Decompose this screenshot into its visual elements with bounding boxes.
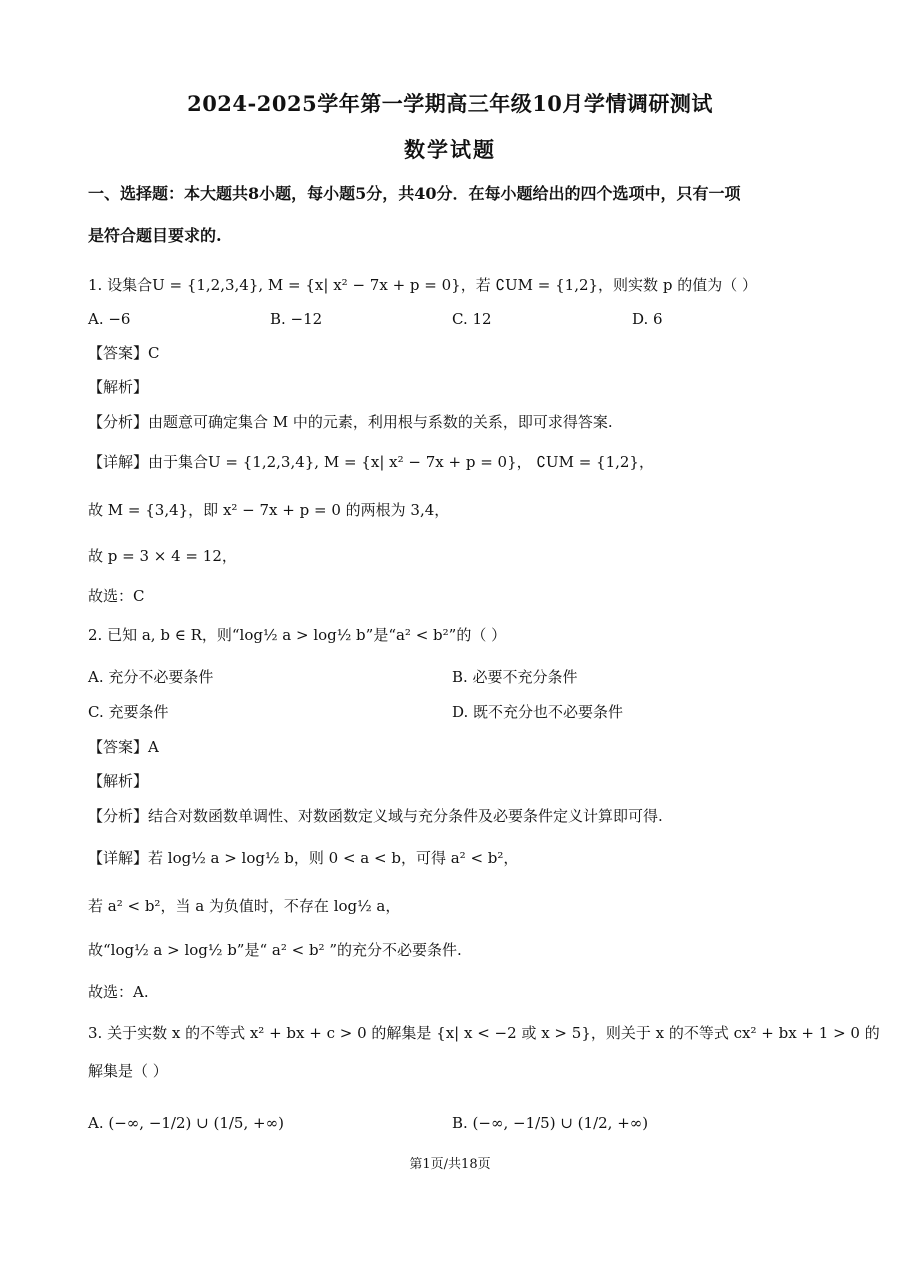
q1-option-b: B. −12 <box>270 310 323 328</box>
q1-fenxi: 【分析】由题意可确定集合 M 中的元素，利用根与系数的关系，即可求得答案. <box>88 413 613 431</box>
q2-xiangjie: 【详解】若 log½ a > log½ b，则 0 < a < b，可得 a² < b²， <box>88 849 519 867</box>
section-heading-line-1: 一、选择题：本大题共8小题，每小题5分，共40分．在每小题给出的四个选项中，只有一项 <box>88 184 741 203</box>
q2-option-b: B. 必要不充分条件 <box>452 668 578 686</box>
q2-option-c: C. 充要条件 <box>88 703 169 721</box>
q3-option-a: A. (−∞, −1/2) ∪ (1/5, +∞) <box>88 1114 284 1132</box>
q3-option-b: B. (−∞, −1/5) ∪ (1/2, +∞) <box>452 1114 649 1132</box>
q1-step-2: 故 p = 3 × 4 = 12， <box>88 547 237 565</box>
q2-fenxi: 【分析】结合对数函数单调性、对数函数定义域与充分条件及必要条件定义计算即可得. <box>88 807 663 825</box>
q1-option-a: A. −6 <box>88 310 131 328</box>
q2-stem: 2. 已知 a, b ∈ R，则“log½ a > log½ b”是“a² < b²”的（ ） <box>88 626 507 644</box>
q1-step-1: 故 M = {3,4}，即 x² − 7x + p = 0 的两根为 3,4， <box>88 501 450 519</box>
q2-step-2: 故“log½ a > log½ b”是“ a² < b² ”的充分不必要条件. <box>88 941 462 959</box>
q1-choose: 故选：C <box>88 587 145 605</box>
q2-step-1: 若 a² < b²，当 a 为负值时，不存在 log½ a， <box>88 897 401 915</box>
q1-stem: 1. 设集合U = {1,2,3,4}, M = {x| x² − 7x + p = 0}，若 ∁UM = {1,2}，则实数 p 的值为（ ） <box>88 276 757 294</box>
document-subtitle: 数学试题 <box>404 137 496 162</box>
q2-choose: 故选：A. <box>88 983 149 1001</box>
document-title: 2024-2025学年第一学期高三年级10月学情调研测试 <box>187 91 713 116</box>
q1-option-c: C. 12 <box>452 310 492 328</box>
q1-answer: 【答案】C <box>88 344 160 362</box>
q3-stem: 3. 关于实数 x 的不等式 x² + bx + c > 0 的解集是 {x| x < −2 或 x > 5}，则关于 x 的不等式 cx² + bx + 1 > 0 的 <box>88 1024 880 1042</box>
q2-option-d: D. 既不充分也不必要条件 <box>452 703 624 721</box>
section-heading-line-2: 是符合题目要求的. <box>88 226 222 245</box>
q2-option-a: A. 充分不必要条件 <box>88 668 214 686</box>
q2-answer: 【答案】A <box>88 738 159 756</box>
q1-xiangjie: 【详解】由于集合U = {1,2,3,4}, M = {x| x² − 7x + p = 0}， ∁UM = {1,2}， <box>88 453 654 471</box>
q1-analysis-label: 【解析】 <box>88 378 149 396</box>
q1-option-d: D. 6 <box>632 310 663 328</box>
page-footer: 第1页/共18页 <box>409 1157 491 1172</box>
q2-analysis-label: 【解析】 <box>88 772 149 790</box>
q3-stem-2: 解集是（ ） <box>88 1062 168 1080</box>
